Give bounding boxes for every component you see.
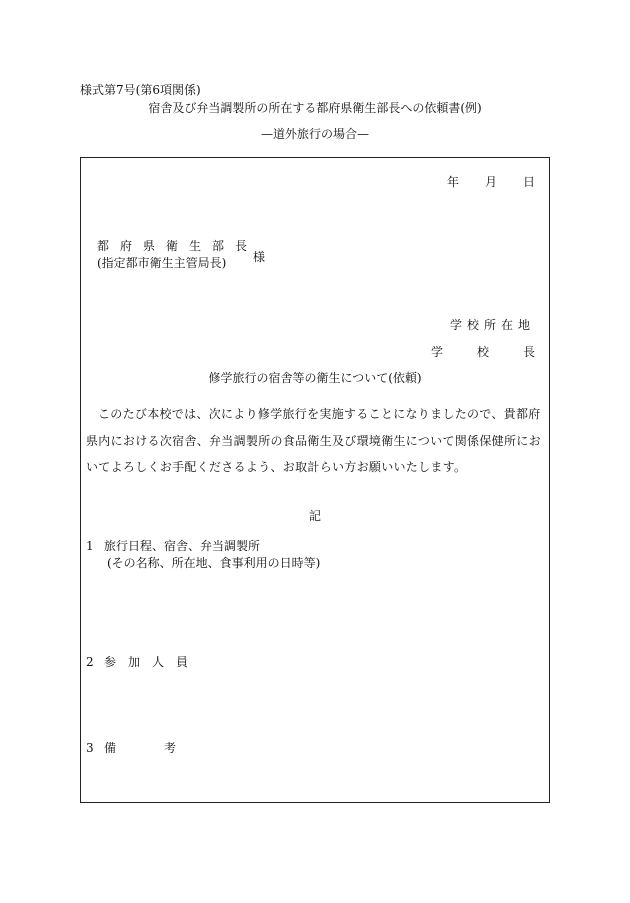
document-title: 宿舎及び弁当調製所の所在する都府県衛生部長への依頼書(例) [148,101,482,115]
principal-char-3: 長 [522,345,535,359]
sender-principal [431,343,535,360]
sender-school-address: 学校所在地 [449,318,535,332]
item-3-char-1: 備 [104,741,117,755]
form-number: 様式第7号(第6項関係) [80,83,201,97]
document-subtitle: —道外旅行の場合— [260,127,369,141]
item-2-label: 参加人員 [104,655,201,669]
addressee-honorific: 様 [253,250,266,264]
item-3 [86,739,176,756]
principal-char-2: 校 [476,345,489,359]
date-day: 日 [522,175,535,189]
ki-heading: 記 [308,509,321,523]
item-1-label: 旅行日程、宿舎、弁当調製所 [104,539,261,553]
item-2-number: 2 [86,655,94,669]
letter-subject: 修学旅行の宿舎等の衛生について(依頼) [208,371,422,385]
letter-body: このたび本校では、次により修学旅行を実施することになりましたので、貴都府県内における次宿舎、弁当調製所の食品衛生及び環境衛生について関係保健所においてよろしくお手配くださるよう、お取計らい方お願いいたします。 [86,407,541,474]
item-3-label [104,739,176,756]
item-1 [86,537,260,554]
date-line [447,173,535,190]
item-1-number: 1 [86,539,94,553]
addressee [97,238,258,272]
item-2 [86,653,200,670]
addressee-line1: 都府県衛生部長 [97,239,259,253]
addressee-line2: (指定都市衛生主管局長) [97,256,227,270]
date-month: 月 [484,175,497,189]
principal-char-1: 学 [431,345,444,359]
date-year: 年 [446,175,459,189]
item-3-number: 3 [86,741,94,755]
letter-frame [80,157,550,803]
item-3-char-2: 考 [163,741,176,755]
item-1-note: (その名称、所在地、食事利用の日時等) [107,556,321,570]
